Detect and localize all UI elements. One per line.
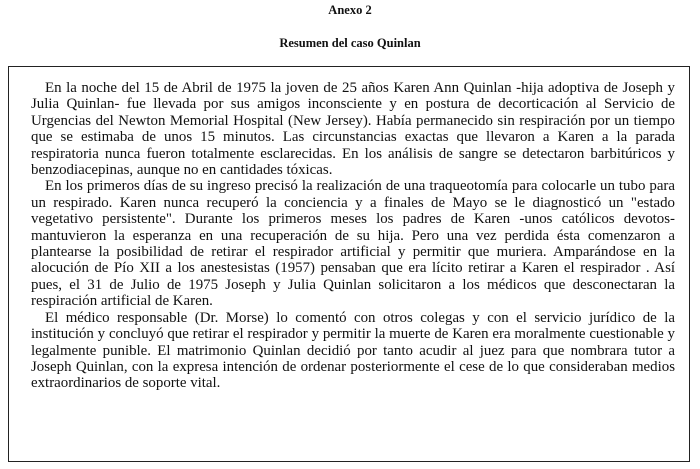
case-summary-box bbox=[8, 66, 690, 462]
annex-label: Anexo 2 bbox=[328, 3, 372, 17]
summary-paragraph: En la noche del 15 de Abril de 1975 la joven de 25 años Karen Ann Quinlan -hija adoptiva de Joseph y Julia Quinlan- fue llevada por sus amigos inconsciente y en postura de decorticación al Servicio de Urgencias del Newton Memorial Hospital (New Jersey). Había permanecido sin respiración por un tiempo que se estimaba de unos 15 minutos. Las circunstancias exactas que llevaron a Karen a la parada respiratoria nunca fueron totalmente esclarecidas. En los análisis de sangre se detectaron barbitúricos y benzodiacepinas, aunque no en cantidades tóxicas. bbox=[31, 80, 675, 179]
summary-paragraph: En los primeros días de su ingreso precisó la realización de una traqueotomía para colocarle un tubo para un respirado. Karen nunca recuperó la conciencia y a finales de Mayo se le diagnosticó un "estado vegetativo persistente". Durante los primeros meses los padres de Karen -unos católicos devotos- mantuvieron la esperanza en una recuperación de su hija. Pero una vez perdida ésta comenzaron a plantearse la posibilidad de retirar el respirador artificial y permitir que muriera. Amparándose en la alocución de Pío XII a los anestesistas (1957) pensaban que era lícito retirar a Karen el respirador . Así pues, el 31 de Julio de 1975 Joseph y Julia Quinlan solicitaron a los médicos que desconectaran la respiración artificial de Karen. bbox=[31, 178, 675, 310]
case-title: Resumen del caso Quinlan bbox=[279, 36, 421, 50]
summary-paragraph: El médico responsable (Dr. Morse) lo comentó con otros colegas y con el servicio jurídico de la institución y concluyó que retirar el respirador y permitir la muerte de Karen era moralmente cuestionable y legalmente punible. El matrimonio Quinlan decidió por tanto acudir al juez para que nombrara tutor a Joseph Quinlan, con la expresa intención de ordenar posteriormente el cese de lo que consideraban medios extraordinarios de soporte vital. bbox=[31, 309, 675, 392]
